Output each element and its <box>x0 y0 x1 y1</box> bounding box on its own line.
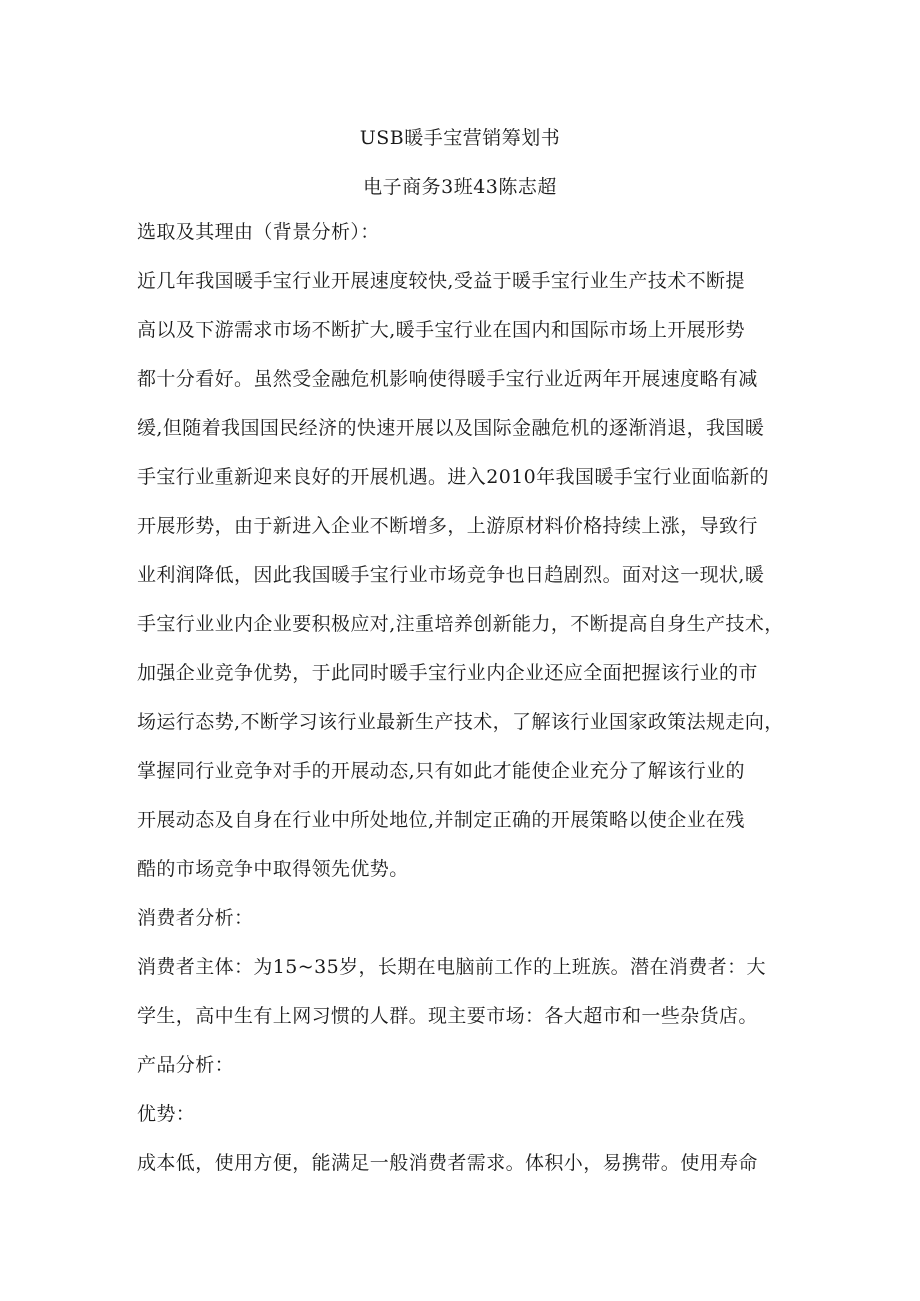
paragraph-line: 掌握同行业竞争对手的开展动态,只有如此才能使企业充分了解该行业的 <box>137 760 745 782</box>
paragraph-line: 消费者主体：为15~35岁，长期在电脑前工作的上班族。潜在消费者：大 <box>137 956 766 978</box>
section-heading-background: 选取及其理由（背景分析）： <box>137 221 380 243</box>
document-title: USB暖手宝营销筹划书 <box>359 127 561 149</box>
section-heading-advantages: 优势： <box>137 1103 196 1125</box>
paragraph-line: 开展形势，由于新进入企业不断增多，上游原材料价格持续上涨，导致行 <box>137 515 758 537</box>
paragraph-line: 加强企业竞争优势，于此同时暖手宝行业内企业还应全面把握该行业的市 <box>137 662 758 684</box>
paragraph-line: 酷的市场竞争中取得领先优势。 <box>137 858 409 880</box>
paragraph-line: 开展动态及自身在行业中所处地位,并制定正确的开展策略以使企业在残 <box>137 809 745 831</box>
paragraph-line: 成本低，使用方便，能满足一般消费者需求。体积小，易携带。使用寿命 <box>137 1152 758 1174</box>
paragraph-line: 学生，高中生有上网习惯的人群。现主要市场：各大超市和一些杂货店。 <box>137 1005 758 1027</box>
paragraph-line: 手宝行业重新迎来良好的开展机遇。进入2010年我国暖手宝行业面临新的 <box>137 466 769 488</box>
paragraph-line: 高以及下游需求市场不断扩大,暖手宝行业在国内和国际市场上开展形势 <box>137 319 745 341</box>
section-heading-consumer: 消费者分析： <box>137 907 254 929</box>
section-heading-product: 产品分析： <box>137 1054 235 1076</box>
paragraph-line: 近几年我国暖手宝行业开展速度较快,受益于暖手宝行业生产技术不断提 <box>137 270 745 292</box>
paragraph-line: 都十分看好。虽然受金融危机影响使得暖手宝行业近两年开展速度略有减 <box>137 368 758 390</box>
paragraph-line: 场运行态势,不断学习该行业最新生产技术，了解该行业国家政策法规走向， <box>137 711 784 733</box>
paragraph-line: 手宝行业业内企业要积极应对,注重培养创新能力，不断提高自身生产技术， <box>137 613 784 635</box>
paragraph-line: 业利润降低，因此我国暖手宝行业市场竞争也日趋剧烈。面对这一现状,暖 <box>137 564 765 586</box>
document-subtitle: 电子商务3班43陈志超 <box>363 176 557 198</box>
paragraph-line: 缓,但随着我国国民经济的快速开展以及国际金融危机的逐渐消退，我国暖 <box>137 417 765 439</box>
